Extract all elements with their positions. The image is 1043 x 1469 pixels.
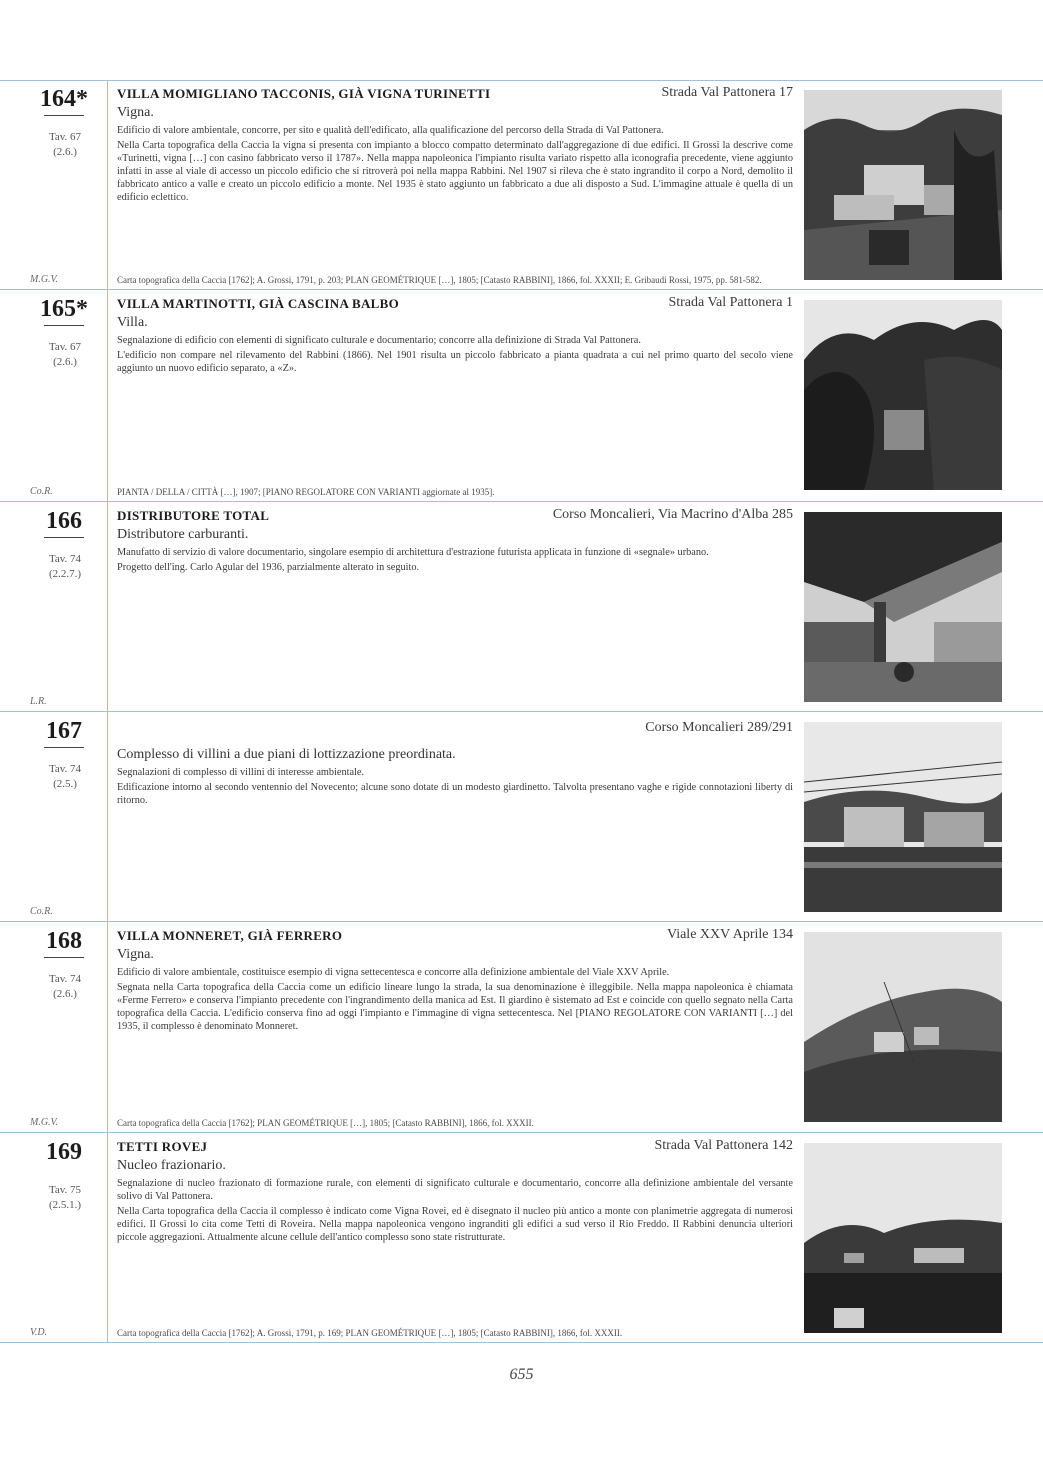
entry-166 [0,502,1043,712]
entry-photo [804,512,1002,702]
entry-references: Carta topografica della Caccia [1762]; PLAN GEOMÉTRIQUE […], 1805; [Catasto RABBINI], 1866, fol. XXXII. [117,1118,534,1128]
entry-number: 164* [20,86,108,116]
entry-author: Co.R. [30,906,53,917]
entry-paragraph: Nella Carta topografica della Caccia il complesso è indicato come Vigna Rovei, ed è disegnato il nucleo più antico a monte con planimetrie aggregata di numerosi edifici. Il Grossi lo cita come Tetti di Roveira. Nella mappa napoleonica vengono ingranditi gli edifici a sud verso il Rio Freddo. Il Rabbini denuncia ulteriori piccole aggregazioni. Attualmente alcune cellule dell'antico complesso sono state ristrutturate. [117,1206,793,1243]
entry-number: 166 [20,508,108,538]
entry-address: Corso Moncalieri, Via Macrino d'Alba 285 [552,507,793,522]
entry-address: Viale XXV Aprile 134 [666,927,793,942]
entry-type: Complesso di villini a due piani di lottizzazione preordinata. [117,747,456,762]
entry-author: M.G.V. [30,274,58,285]
entry-paragraph: Manufatto di servizio di valore documentario, singolare esempio di architettura d'estrazione futurista applicata in funzione di «segnale» urbano. [117,547,709,558]
entry-author: V.D. [30,1327,48,1338]
entry-tav: Tav. 74 (2.5.) [48,763,82,790]
entry-169 [0,1133,1043,1343]
entry-number: 165* [20,296,108,326]
entry-references: PIANTA / DELLA / CITTÀ […], 1907; [PIANO REGOLATORE CON VARIANTI aggiornate al 1935]. [117,487,495,497]
entry-168 [0,922,1043,1133]
entry-paragraph: Progetto dell'ing. Carlo Agular del 1936, parzialmente alterato in seguito. [117,562,420,573]
entry-photo [804,90,1002,280]
entry-tav: Tav. 74 (2.6.) [48,973,82,1000]
entry-address: Strada Val Pattonera 142 [654,1138,793,1153]
entry-tav: Tav. 67 (2.6.) [48,131,82,158]
entry-title: DISTRIBUTORE TOTAL [117,508,270,523]
entry-content [117,1137,793,1339]
entry-paragraph: Nella Carta topografica della Caccia la vigna si presenta con impianto a blocco compatto determinato dall'aggregazione di due edifici. Il Grossi la descrive come «Turinetti, vigna […] con casino fabbricato verso il 1787». Nella mappa napoleonica l'impianto risulta variato rispetto alla iconografia precedente, viene aggiunto infatti in asse al viale di accesso un piccolo edificio che si ritroverà poi nella mappa Rabbini. Nel 1907 si rileva che è stato ingrandito il corpo a Nord, demolito il fabbricato antico a valle e creato un piccolo edificio a monte. Nel 1935 è stato aggiunto un fabbricato a due ali disposto a Sud. L'immagine attuale è quella di un edificio eclettico. [117,140,793,203]
entry-author: M.G.V. [30,1117,58,1128]
entry-164 [0,80,1043,290]
entry-paragraph: Edificazione intorno al secondo ventennio del Novecento; alcune sono dotate di un modesto giardinetto. Talvolta presentano vaghe e rigide connotazioni liberty di ritorno. [117,782,793,806]
entry-paragraph: Segnalazione di nucleo frazionato di formazione rurale, con elementi di significato culturale e documentario, concorre alla definizione ambientale del versante solivo di Val Pattonera. [117,1178,793,1202]
entry-type: Nucleo frazionario. [117,1158,226,1173]
entry-photo [804,300,1002,490]
entry-author: Co.R. [30,486,53,497]
entry-number: 168 [20,928,108,958]
entry-paragraph: L'edificio non compare nel rilevamento del Rabbini (1866). Nel 1901 risulta un piccolo fabbricato a pianta quadrata a cui nel primo quarto del secolo viene aggiunto un nuovo edificio separato, a «Z». [117,350,793,374]
entry-type: Vigna. [117,105,154,120]
entries-list [0,80,1043,1343]
entry-content [117,84,793,286]
entry-references: Carta topografica della Caccia [1762]; A. Grossi, 1791, p. 203; PLAN GEOMÉTRIQUE […], 1805; [Catasto RABBINI], 1866, fol. XXXII; E. Gribaudi Rossi, 1975, pp. 581-582. [117,275,762,285]
entry-references: Carta topografica della Caccia [1762]; A. Grossi, 1791, p. 169; PLAN GEOMÉTRIQUE […], 1805; [Catasto RABBINI], 1866, fol. XXXII. [117,1328,623,1338]
entry-165 [0,290,1043,502]
entry-tav: Tav. 67 (2.6.) [48,341,82,368]
entry-type: Vigna. [117,947,154,962]
entry-photo [804,1143,1002,1333]
entry-tav: Tav. 75 (2.5.1.) [48,1184,82,1211]
entry-photo [804,932,1002,1122]
entry-address: Corso Moncalieri 289/291 [645,720,793,735]
entry-paragraph: Segnata nella Carta topografica della Caccia come un edificio lineare lungo la strada, la sua denominazione è illeggibile. Nella mappa napoleonica è chiamata «Ferme Ferrero» e conserva l'impianto precedente con l'ingrandimento della manica ad Est. Il giardino è sistemato ad Est e coincide con quello segnato nella Carta topografica della Caccia. L'edificio conserva fino ad oggi l'impianto e l'immagine di vigna settecentesca. Nel [PIANO REGOLATORE CON VARIANTI […] del 1935, il complesso è denominato Monneret. [117,982,793,1032]
entry-title: VILLA MOMIGLIANO TACCONIS, GIÀ VIGNA TURINETTI [117,86,491,101]
entry-address: Strada Val Pattonera 1 [668,295,793,310]
entry-paragraph: Edificio di valore ambientale, concorre, per sito e qualità dell'edificato, alla qualificazione del percorso della Strada di Val Pattonera. [117,125,664,136]
entry-address: Strada Val Pattonera 17 [661,85,793,100]
entry-title: VILLA MARTINOTTI, GIÀ CASCINA BALBO [117,296,400,311]
entry-content [117,506,793,708]
entry-content [117,716,793,918]
entry-tav: Tav. 74 (2.2.7.) [48,553,82,580]
entry-paragraph: Edificio di valore ambientale, costituisce esempio di vigna settecentesca e concorre alla definizione ambientale del Viale XXV Aprile. [117,967,670,978]
entry-number: 167 [20,718,108,748]
page-number: 655 [509,1366,534,1383]
entry-type: Villa. [117,315,148,330]
entry-author: L.R. [30,696,47,707]
entry-number: 169 [46,1139,82,1165]
entry-title: TETTI ROVEJ [117,1139,208,1154]
entry-type: Distributore carburanti. [117,527,249,542]
entry-paragraph: Segnalazioni di complesso di villini di interesse ambientale. [117,767,365,778]
entry-photo [804,722,1002,912]
entry-content [117,294,793,498]
entry-content [117,926,793,1129]
entry-title: VILLA MONNERET, GIÀ FERRERO [117,928,343,943]
entry-paragraph: Segnalazione di edificio con elementi di significato culturale e documentario; concorre alla definizione di Strada Val Pattonera. [117,335,641,346]
entry-167 [0,712,1043,922]
